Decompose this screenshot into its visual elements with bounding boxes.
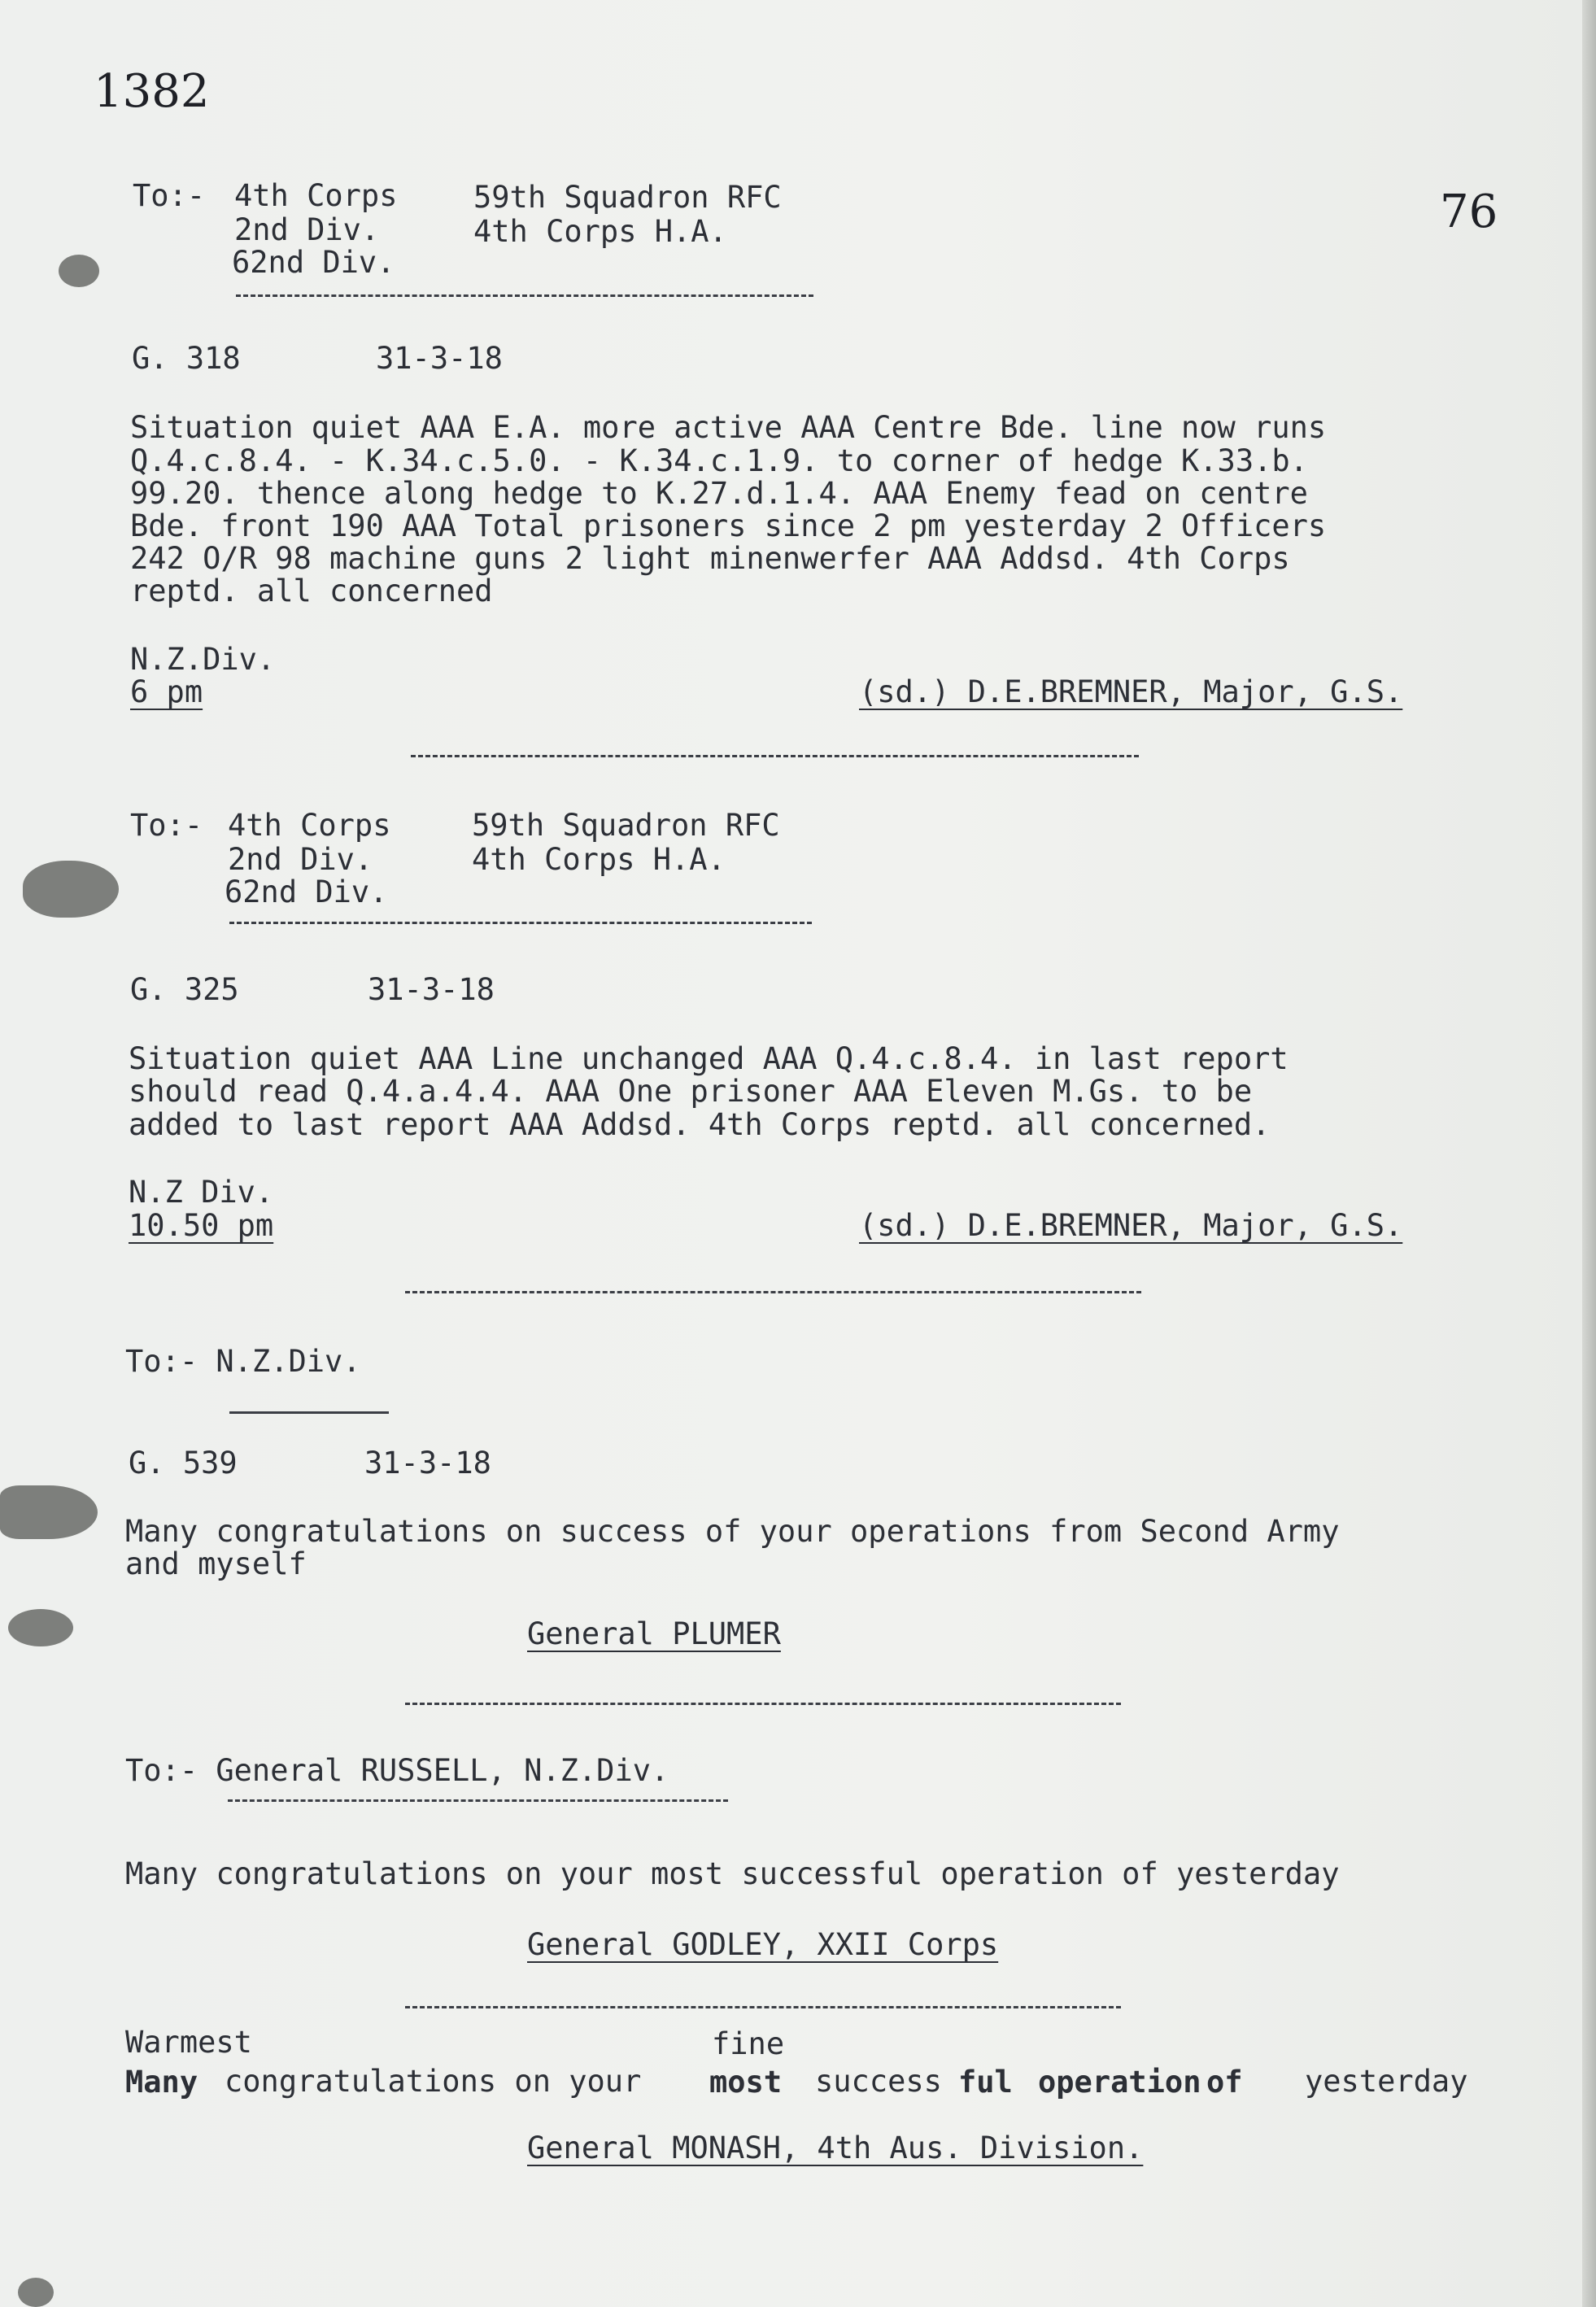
msg2-body-line: added to last report AAA Addsd. 4th Corps reptd. all concerned. (129, 1107, 1271, 1142)
msg1-body-line: 242 O/R 98 machine guns 2 light minenwerfer AAA Addsd. 4th Corps (130, 541, 1290, 576)
msg2-ref: G. 325 (130, 972, 239, 1007)
msg5-struck-word: ful (958, 2065, 1013, 2100)
msg1-body-line: Bde. front 190 AAA Total prisoners since 2 pm yesterday 2 Officers (130, 508, 1327, 543)
msg1-body-line: reptd. all concerned (130, 573, 493, 608)
page-number: 76 (1440, 185, 1498, 238)
msg4-signature: General GODLEY, XXII Corps (527, 1927, 999, 1962)
msg3-signature: General PLUMER (527, 1616, 781, 1651)
folio-number: 1382 (94, 65, 210, 118)
msg2-from: N.Z Div. (129, 1175, 274, 1210)
message-separator (405, 2006, 1121, 2008)
msg1-to-label: To:- (133, 178, 206, 213)
msg1-ref: G. 318 (132, 341, 241, 376)
msg5-signature: General MONASH, 4th Aus. Division. (527, 2130, 1144, 2165)
msg5-struck-word: Many (125, 2065, 198, 2100)
msg1-time: 6 pm (130, 674, 203, 709)
address-rule (229, 922, 812, 924)
punch-hole (0, 1485, 98, 1539)
msg5-struck-word: most (709, 2065, 783, 2100)
msg4-body: Many congratulations on your most successful operation of yesterday (125, 1856, 1340, 1891)
punch-hole (8, 1609, 73, 1646)
msg1-addressee: 4th Corps (234, 178, 398, 213)
msg2-body-line: Situation quiet AAA Line unchanged AAA Q.4.c.8.4. in last report (129, 1041, 1289, 1076)
punch-hole (18, 2278, 54, 2307)
msg2-date: 31-3-18 (368, 972, 495, 1007)
msg4-to-line: To:- General RUSSELL, N.Z.Div. (125, 1753, 669, 1788)
msg1-from: N.Z.Div. (130, 642, 276, 677)
msg3-ref: G. 539 (129, 1446, 238, 1481)
msg1-body-line: 99.20. thence along hedge to K.27.d.1.4. AAA Enemy fead on centre (130, 476, 1308, 511)
message-separator (405, 1291, 1141, 1293)
msg5-text: success (815, 2064, 942, 2099)
msg2-body-line: should read Q.4.a.4.4. AAA One prisoner AAA Eleven M.Gs. to be (129, 1074, 1253, 1109)
msg1-addressee: 62nd Div. (232, 245, 395, 280)
msg1-addressee: 2nd Div. (234, 212, 380, 247)
msg2-addressee: 62nd Div. (225, 874, 388, 909)
msg2-addressee: 59th Squadron RFC (472, 808, 780, 843)
msg3-body-line: Many congratulations on success of your operations from Second Army (125, 1514, 1340, 1549)
msg1-signature: (sd.) D.E.BREMNER, Major, G.S. (859, 674, 1403, 709)
msg3-date: 31-3-18 (364, 1446, 491, 1481)
msg3-to-line: To:- N.Z.Div. (125, 1344, 361, 1379)
msg1-addressee: 59th Squadron RFC (473, 180, 782, 215)
msg3-body-line: and myself (125, 1546, 307, 1581)
msg5-insert-fine: fine (712, 2026, 785, 2061)
message-separator (411, 755, 1139, 757)
msg5-struck-word: operation (1038, 2065, 1201, 2100)
address-rule (236, 294, 813, 297)
msg5-text: congratulations on your (225, 2064, 642, 2099)
msg5-text: yesterday (1305, 2064, 1468, 2099)
paper-edge (1582, 0, 1596, 2307)
msg5-struck-word: of (1206, 2065, 1243, 2100)
address-rule (229, 1411, 389, 1414)
msg1-body-line: Q.4.c.8.4. - K.34.c.5.0. - K.34.c.1.9. to corner of hedge K.33.b. (130, 443, 1308, 478)
msg1-date: 31-3-18 (376, 341, 503, 376)
msg2-addressee: 4th Corps H.A. (472, 842, 726, 877)
msg1-body-line: Situation quiet AAA E.A. more active AAA Centre Bde. line now runs (130, 410, 1327, 445)
msg1-addressee: 4th Corps H.A. (473, 214, 727, 249)
msg2-to-label: To:- (130, 808, 203, 843)
message-separator (405, 1703, 1121, 1705)
msg5-insert-warmest: Warmest (125, 2025, 252, 2060)
msg2-signature: (sd.) D.E.BREMNER, Major, G.S. (859, 1208, 1403, 1243)
punch-hole (23, 861, 119, 918)
punch-hole (59, 255, 99, 287)
msg2-addressee: 2nd Div. (228, 842, 373, 877)
msg2-time: 10.50 pm (129, 1208, 274, 1243)
msg2-addressee: 4th Corps (228, 808, 391, 843)
address-rule (228, 1799, 728, 1802)
